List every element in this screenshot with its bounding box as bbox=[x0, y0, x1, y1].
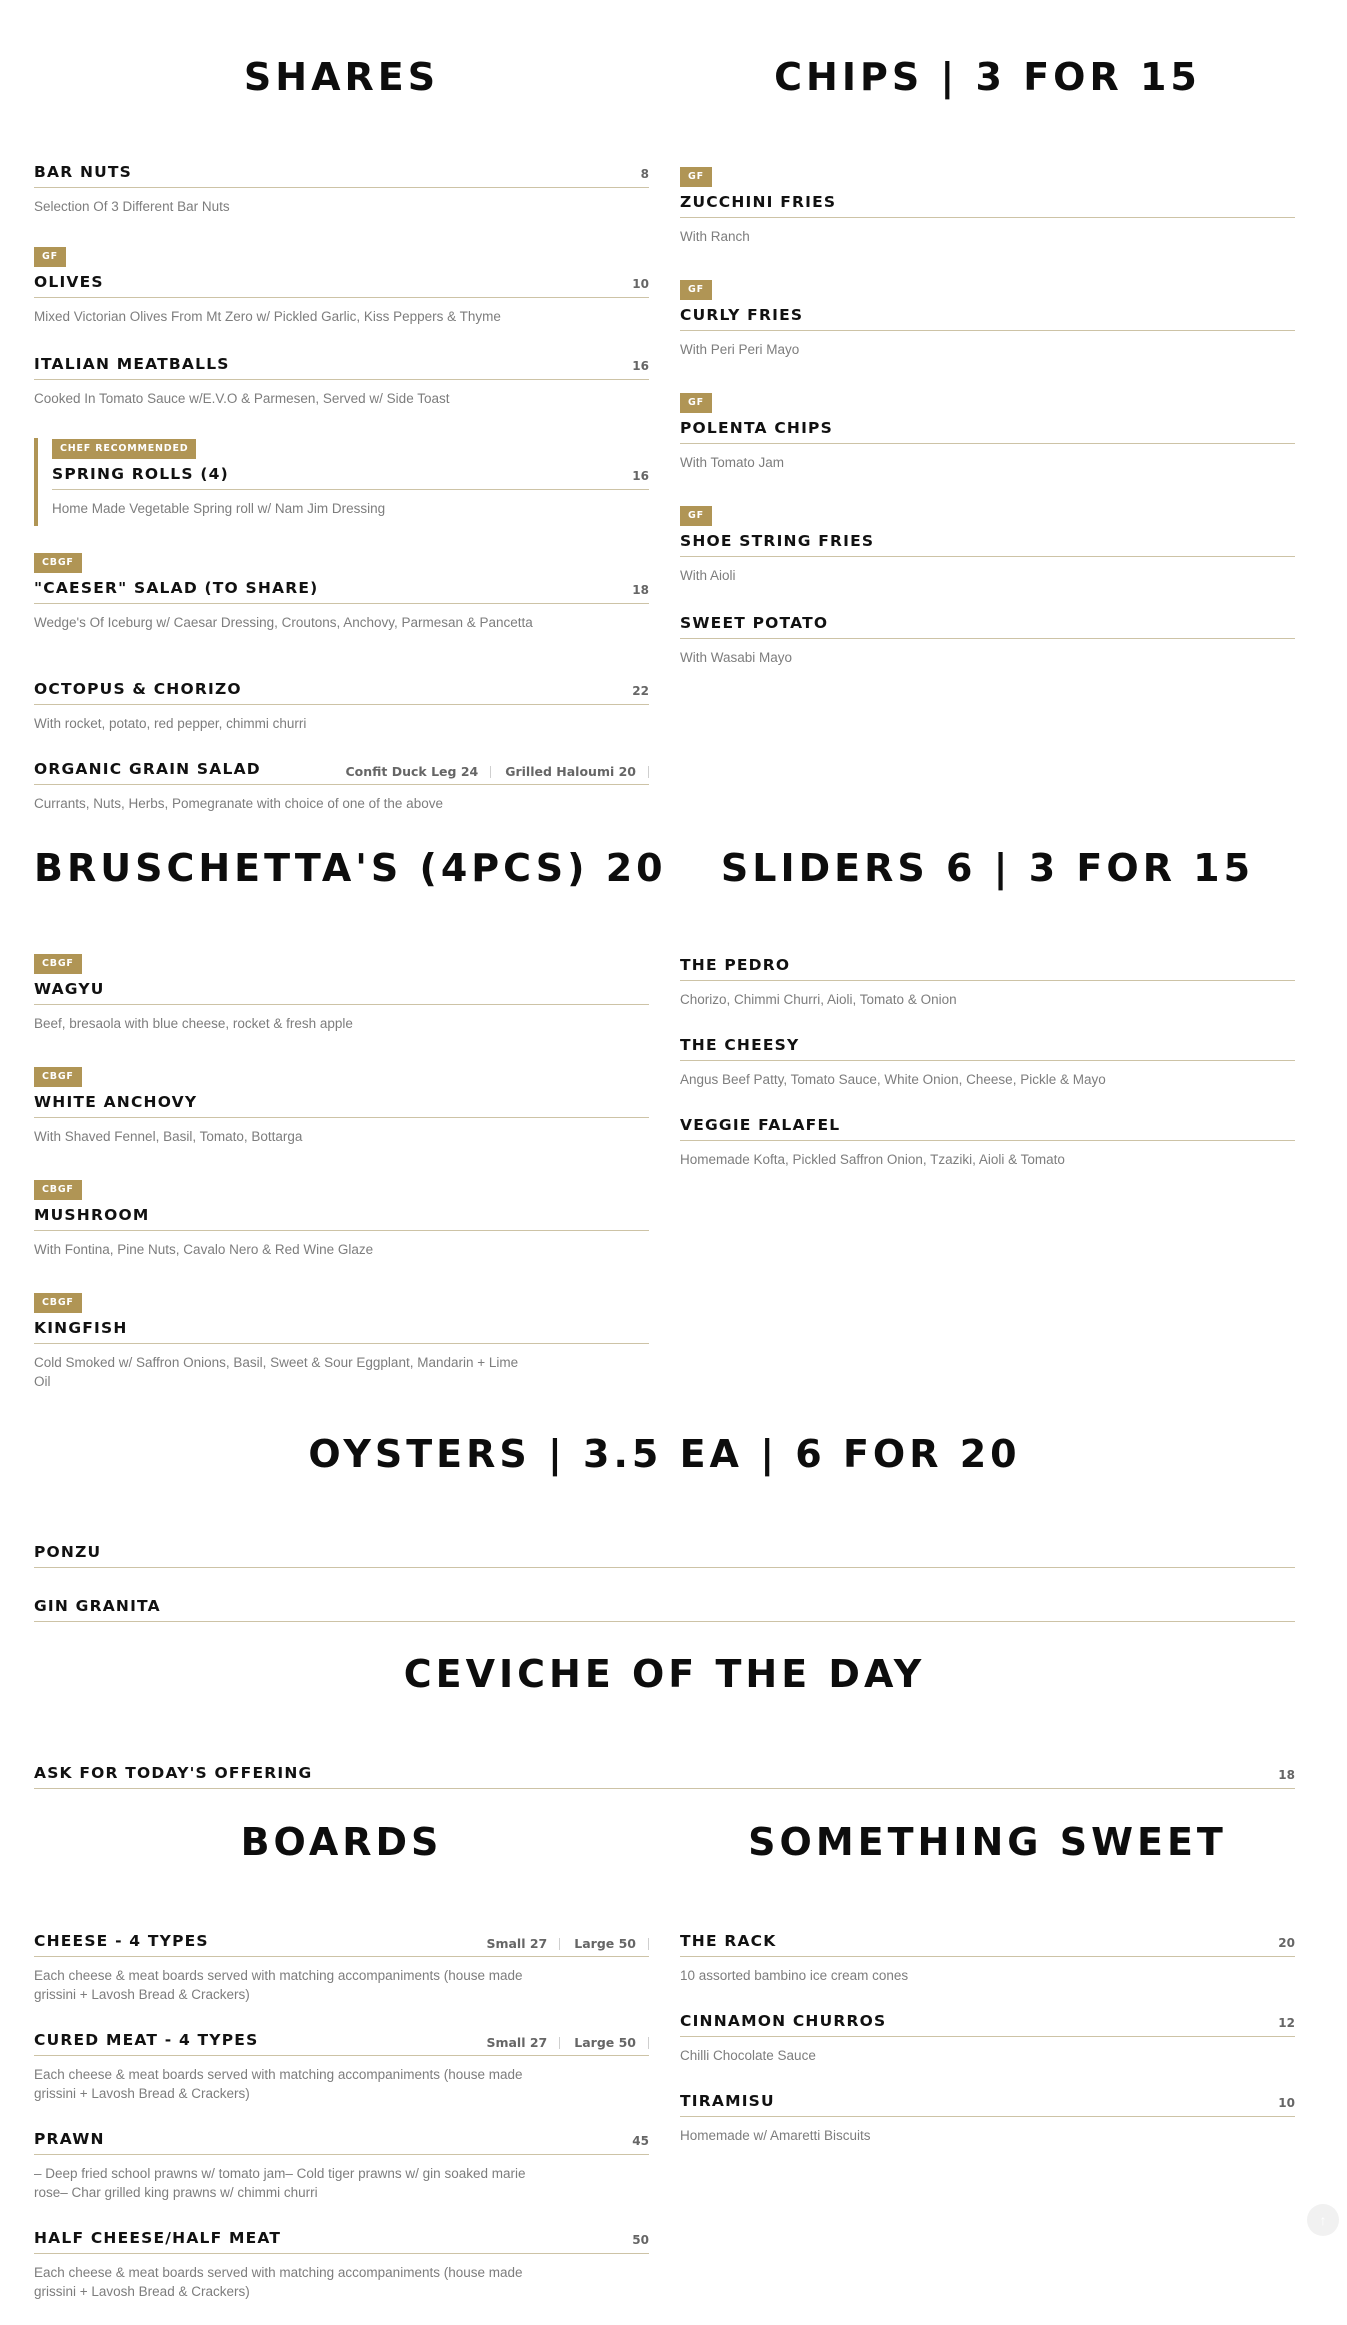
item-price: 20 bbox=[1278, 1936, 1295, 1950]
menu-item-curly-fries bbox=[680, 279, 1295, 359]
item-description: Beef, bresaola with blue cheese, rocket & fresh apple bbox=[34, 1016, 353, 1031]
item-name: ZUCCHINI FRIES bbox=[680, 193, 837, 211]
arrow-up-icon: ↑ bbox=[1319, 2212, 1327, 2228]
dietary-badge: GF bbox=[680, 506, 712, 526]
section-title-something-sweet: SOMETHING SWEET bbox=[748, 1820, 1227, 1864]
dietary-badge: CBGF bbox=[34, 1067, 82, 1087]
item-name: MUSHROOM bbox=[34, 1206, 150, 1224]
item-description: 10 assorted bambino ice cream cones bbox=[680, 1968, 909, 1983]
menu-item-polenta-chips bbox=[680, 392, 1295, 472]
section-title-boards: BOARDS bbox=[240, 1820, 443, 1864]
menu-item-cinnamon-churros bbox=[680, 2009, 1295, 2065]
menu-item-mushroom bbox=[34, 1179, 649, 1259]
item-price: 22 bbox=[632, 684, 649, 698]
item-description: Angus Beef Patty, Tomato Sauce, White Onion, Cheese, Pickle & Mayo bbox=[680, 1072, 1106, 1087]
item-name: ASK FOR TODAY'S OFFERING bbox=[34, 1764, 313, 1782]
item-name: THE RACK bbox=[680, 1932, 777, 1950]
item-name: CURLY FRIES bbox=[680, 306, 804, 324]
item-description: With Ranch bbox=[680, 229, 750, 244]
item-description: With Peri Peri Mayo bbox=[680, 342, 800, 357]
menu-item-cheese-board bbox=[34, 1929, 649, 2004]
menu-item-half-cheese-half-meat bbox=[34, 2226, 649, 2301]
menu-item-gin-granita bbox=[34, 1594, 1295, 1622]
menu-item-shoe-string-fries bbox=[680, 505, 1295, 585]
section-title-bruschetta: BRUSCHETTA'S (4PCS) 20 bbox=[34, 846, 667, 890]
item-name: CURED MEAT - 4 TYPES bbox=[34, 2031, 259, 2049]
menu-item-tiramisu bbox=[680, 2089, 1295, 2145]
price-options bbox=[486, 1938, 649, 1950]
menu-item-todays-offering bbox=[34, 1761, 1295, 1789]
item-name: WHITE ANCHOVY bbox=[34, 1093, 198, 1111]
item-description: Each cheese & meat boards served with matching accompaniments (house made grissini + Lavosh Bread & Crackers) bbox=[34, 2265, 523, 2299]
item-description: Selection Of 3 Different Bar Nuts bbox=[34, 199, 230, 214]
dietary-badge: CBGF bbox=[34, 1180, 82, 1200]
item-description: With rocket, potato, red pepper, chimmi churri bbox=[34, 716, 307, 731]
menu-item-bar-nuts bbox=[34, 160, 649, 216]
item-name: SHOE STRING FRIES bbox=[680, 532, 875, 550]
menu-item-olives bbox=[34, 246, 649, 326]
item-description: Each cheese & meat boards served with matching accompaniments (house made grissini + Lavosh Bread & Crackers) bbox=[34, 2067, 523, 2101]
menu-item-kingfish bbox=[34, 1292, 649, 1391]
item-description: With Wasabi Mayo bbox=[680, 650, 793, 665]
item-name: VEGGIE FALAFEL bbox=[680, 1116, 841, 1134]
item-name: TIRAMISU bbox=[680, 2092, 775, 2110]
item-description: With Fontina, Pine Nuts, Cavalo Nero & Red Wine Glaze bbox=[34, 1242, 374, 1257]
item-name: BAR NUTS bbox=[34, 163, 133, 181]
item-description: Mixed Victorian Olives From Mt Zero w/ Pickled Garlic, Kiss Peppers & Thyme bbox=[34, 309, 501, 324]
menu-item-prawn-board bbox=[34, 2127, 649, 2202]
section-title-shares: SHARES bbox=[243, 55, 440, 99]
item-description: Chorizo, Chimmi Churri, Aioli, Tomato & Onion bbox=[680, 992, 957, 1007]
price-option: Small 27 bbox=[486, 1938, 560, 1950]
dietary-badge: GF bbox=[680, 167, 712, 187]
price-option: Large 50 bbox=[574, 1938, 649, 1950]
menu-item-ponzu bbox=[34, 1540, 1295, 1568]
item-name: PRAWN bbox=[34, 2130, 105, 2148]
item-description: With Tomato Jam bbox=[680, 455, 785, 470]
item-name: ITALIAN MEATBALLS bbox=[34, 355, 230, 373]
item-name: GIN GRANITA bbox=[34, 1597, 161, 1615]
item-name: SWEET POTATO bbox=[680, 614, 829, 632]
menu-item-caesar-salad bbox=[34, 552, 649, 632]
dietary-badge: GF bbox=[680, 393, 712, 413]
menu-item-the-pedro bbox=[680, 953, 1295, 1009]
item-name: "CAESER" SALAD (TO SHARE) bbox=[34, 579, 319, 597]
scroll-to-top-button[interactable] bbox=[1307, 2204, 1339, 2236]
item-description: Each cheese & meat boards served with matching accompaniments (house made grissini + Lavosh Bread & Crackers) bbox=[34, 1968, 523, 2002]
menu-item-spring-rolls bbox=[34, 438, 649, 526]
dietary-badge: CBGF bbox=[34, 954, 82, 974]
section-title-oysters: OYSTERS | 3.5 EA | 6 FOR 20 bbox=[308, 1432, 1021, 1476]
item-description: Cold Smoked w/ Saffron Onions, Basil, Sweet & Sour Eggplant, Mandarin + Lime Oil bbox=[34, 1355, 519, 1389]
menu-item-white-anchovy bbox=[34, 1066, 649, 1146]
item-price: 18 bbox=[1278, 1768, 1295, 1782]
section-title-chips: CHIPS | 3 FOR 15 bbox=[774, 55, 1201, 99]
price-option: Large 50 bbox=[574, 2037, 649, 2049]
item-name: KINGFISH bbox=[34, 1319, 128, 1337]
item-name: PONZU bbox=[34, 1543, 102, 1561]
item-name: OCTOPUS & CHORIZO bbox=[34, 680, 242, 698]
menu-item-organic-grain-salad bbox=[34, 757, 649, 813]
menu-item-italian-meatballs bbox=[34, 352, 649, 408]
item-name: THE PEDRO bbox=[680, 956, 791, 974]
item-name: CHEESE - 4 TYPES bbox=[34, 1932, 209, 1950]
item-description: Cooked In Tomato Sauce w/E.V.O & Parmesen, Served w/ Side Toast bbox=[34, 391, 450, 406]
item-name: POLENTA CHIPS bbox=[680, 419, 833, 437]
price-options bbox=[486, 2037, 649, 2049]
item-name: SPRING ROLLS (4) bbox=[52, 465, 229, 483]
item-name: ORGANIC GRAIN SALAD bbox=[34, 760, 261, 778]
item-name: CINNAMON CHURROS bbox=[680, 2012, 887, 2030]
item-price: 16 bbox=[632, 469, 649, 483]
price-option: Small 27 bbox=[486, 2037, 560, 2049]
dietary-badge: CBGF bbox=[34, 1293, 82, 1313]
item-price: 50 bbox=[632, 2233, 649, 2247]
section-title-sliders: SLIDERS 6 | 3 FOR 15 bbox=[720, 846, 1255, 890]
menu-item-veggie-falafel bbox=[680, 1113, 1295, 1169]
dietary-badge: CBGF bbox=[34, 553, 82, 573]
item-description: With Shaved Fennel, Basil, Tomato, Bottarga bbox=[34, 1129, 303, 1144]
price-option: Confit Duck Leg 24 bbox=[345, 766, 491, 778]
item-price: 45 bbox=[632, 2134, 649, 2148]
dietary-badge: GF bbox=[680, 280, 712, 300]
price-option: Grilled Haloumi 20 bbox=[505, 766, 649, 778]
item-price: 10 bbox=[1278, 2096, 1295, 2110]
item-description: Homemade Kofta, Pickled Saffron Onion, Tzaziki, Aioli & Tomato bbox=[680, 1152, 1065, 1167]
menu-item-cured-meat-board bbox=[34, 2028, 649, 2103]
item-price: 12 bbox=[1278, 2016, 1295, 2030]
section-title-ceviche: CEVICHE OF THE DAY bbox=[403, 1652, 926, 1696]
item-price: 10 bbox=[632, 277, 649, 291]
item-name: WAGYU bbox=[34, 980, 105, 998]
menu-item-the-cheesy bbox=[680, 1033, 1295, 1089]
item-description: Currants, Nuts, Herbs, Pomegranate with choice of one of the above bbox=[34, 796, 443, 811]
item-description: Chilli Chocolate Sauce bbox=[680, 2048, 816, 2063]
chef-recommended-badge: CHEF RECOMMENDED bbox=[52, 439, 196, 459]
menu-item-the-rack bbox=[680, 1929, 1295, 1985]
menu-item-octopus-chorizo bbox=[34, 677, 649, 733]
menu-item-sweet-potato bbox=[680, 611, 1295, 667]
dietary-badge: GF bbox=[34, 247, 66, 267]
item-description: Home Made Vegetable Spring roll w/ Nam Jim Dressing bbox=[52, 501, 386, 516]
item-name: THE CHEESY bbox=[680, 1036, 800, 1054]
item-name: HALF CHEESE/HALF MEAT bbox=[34, 2229, 282, 2247]
price-options bbox=[345, 766, 649, 778]
item-description: With Aioli bbox=[680, 568, 736, 583]
item-price: 18 bbox=[632, 583, 649, 597]
item-description: Homemade w/ Amaretti Biscuits bbox=[680, 2128, 871, 2143]
item-price: 16 bbox=[632, 359, 649, 373]
menu-item-zucchini-fries bbox=[680, 166, 1295, 246]
item-description: Wedge's Of Iceburg w/ Caesar Dressing, Croutons, Anchovy, Parmesan & Pancetta bbox=[34, 615, 533, 630]
item-price: 8 bbox=[640, 167, 649, 181]
item-description: – Deep fried school prawns w/ tomato jam– Cold tiger prawns w/ gin soaked marie rose– Char grilled king prawns w/ chimmi churri bbox=[34, 2166, 526, 2200]
menu-item-wagyu bbox=[34, 953, 649, 1033]
item-name: OLIVES bbox=[34, 273, 104, 291]
